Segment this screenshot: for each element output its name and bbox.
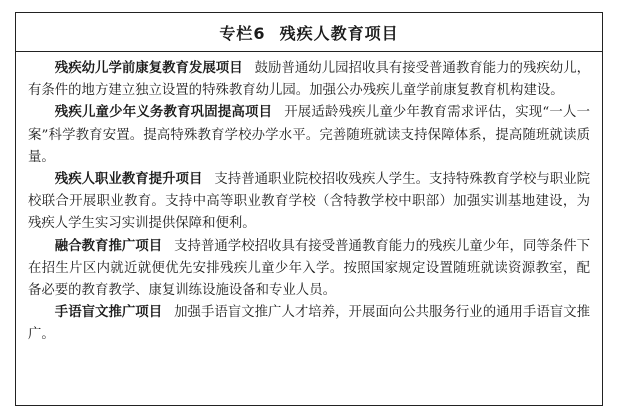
project-text: 鼓励普通幼儿园招收具有接受普通教育能力的残疾幼儿，有条件的地方建立独立设置的特殊教育幼儿园。加强公办残疾儿童学前康复教育机构建设。	[28, 61, 591, 99]
project-paragraph-compulsory	[28, 102, 590, 169]
project-paragraph-inclusive	[28, 236, 590, 303]
project-title: 融合教育推广项目	[54, 238, 163, 254]
project-text: 支持普通学校招收具有接受普通教育能力的残疾儿童少年，同等条件下在招生片区内就近就便优先安排残疾儿童少年入学。按照国家规定设置随班就读资源教室，配备必要的教育教学、康复训练设施设备和专业人员。	[28, 238, 591, 299]
project-title: 残疾幼儿学前康复教育发展项目	[54, 61, 243, 76]
project-text: 加强手语盲文推广人才培养，开展面向公共服务行业的通用手语盲文推广。	[28, 305, 591, 343]
project-title: 残疾人职业教育提升项目	[54, 172, 203, 188]
project-title: 手语盲文推广项目	[54, 305, 163, 321]
project-paragraph-vocational	[28, 169, 590, 236]
project-title: 残疾儿童少年义务教育巩固提高项目	[54, 105, 273, 121]
column-content	[16, 52, 602, 347]
column-box	[15, 12, 603, 406]
column-title: 残疾人教育项目	[279, 23, 399, 43]
project-text: 开展适龄残疾儿童少年教育需求评估，实现“一人一案”科学教育安置。提高特殊教育学校办学水平。完善随班就读支持保障体系，提高随班就读质量。	[28, 105, 590, 165]
column-header	[16, 13, 602, 52]
column-number: 专栏6	[219, 23, 266, 43]
project-text: 支持普通职业院校招收残疾人学生。支持特殊教育学校与职业院校联合开展职业教育。支持中高等职业教育学校（含特教学校中职部）加强实训基地建设，为残疾人学生实习实训提供保障和便利。	[28, 172, 590, 232]
project-paragraph-preschool	[28, 58, 590, 102]
project-paragraph-sign-braille	[28, 302, 590, 346]
